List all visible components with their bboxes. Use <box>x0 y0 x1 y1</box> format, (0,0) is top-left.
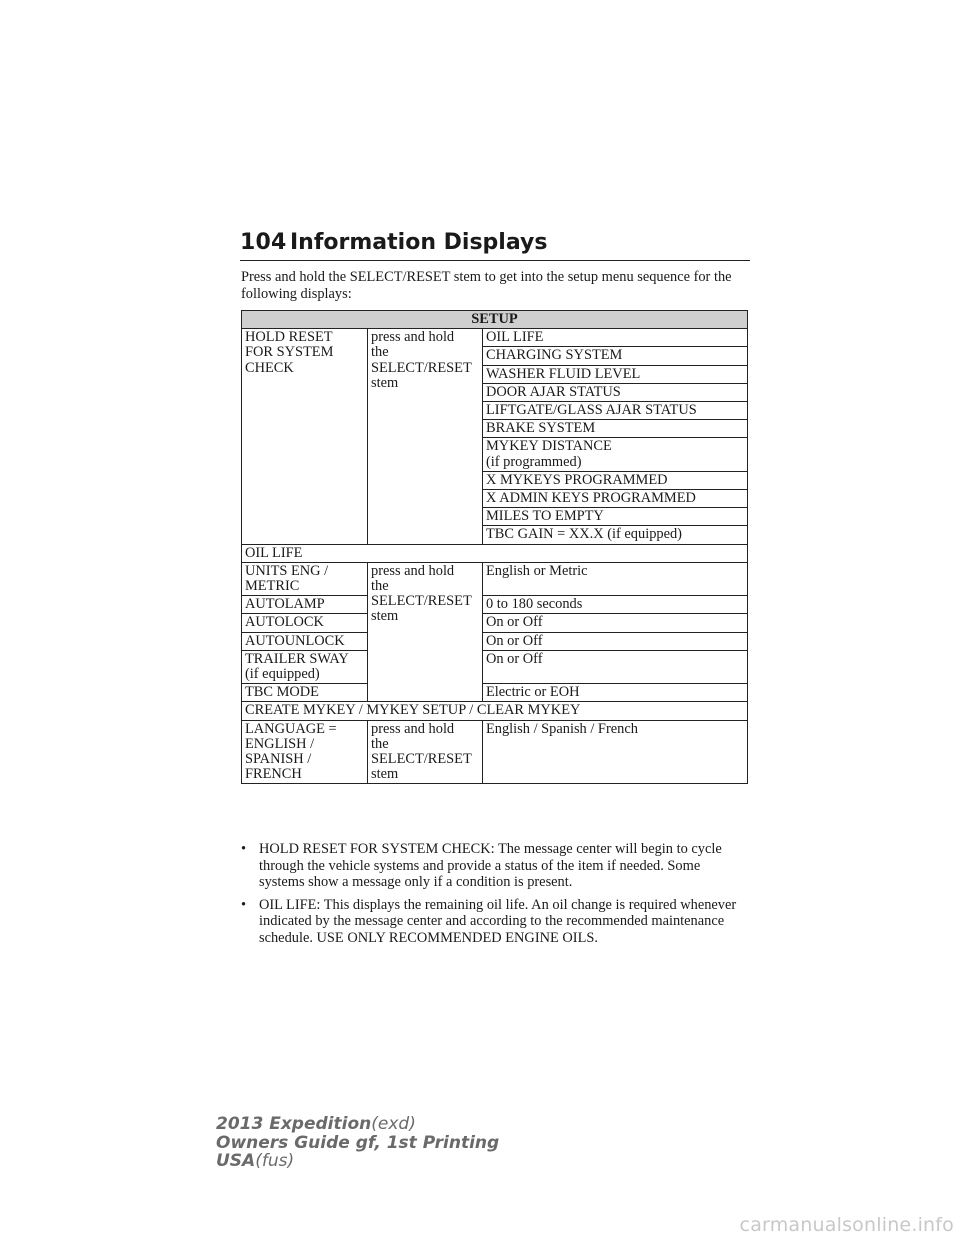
system-check-item: MYKEY DISTANCE (if programmed) <box>483 438 748 471</box>
table-row <box>242 562 748 595</box>
table-row <box>242 702 748 720</box>
setting-name: AUTOUNLOCK <box>242 632 368 650</box>
setting-name: UNITS ENG / METRIC <box>242 562 368 595</box>
table-row <box>242 720 748 784</box>
intro-paragraph: Press and hold the SELECT/RESET stem to get into the setup menu sequence for the following displays: <box>241 269 732 302</box>
system-check-item: BRAKE SYSTEM <box>483 420 748 438</box>
language-value: English / Spanish / French <box>483 720 748 784</box>
oil-life-row: OIL LIFE <box>242 544 748 562</box>
footer-line <box>216 1115 499 1134</box>
table-row <box>242 684 748 702</box>
footer-line <box>216 1152 499 1171</box>
table-header-row <box>242 311 748 329</box>
setting-value: 0 to 180 seconds <box>483 596 748 614</box>
footer-guide: Owners Guide gf, 1st Printing <box>216 1132 500 1153</box>
table-row <box>242 632 748 650</box>
bullet-item <box>241 897 749 947</box>
system-check-item: X ADMIN KEYS PROGRAMMED <box>483 490 748 508</box>
system-check-item: DOOR AJAR STATUS <box>483 383 748 401</box>
mykey-row: CREATE MYKEY / MYKEY SETUP / CLEAR MYKEY <box>242 702 748 720</box>
press-hold-instruction: press and hold the SELECT/RESET stem <box>368 562 483 702</box>
system-check-item: LIFTGATE/GLASS AJAR STATUS <box>483 402 748 420</box>
bullet-text: OIL LIFE: This displays the remaining oil life. An oil change is required whenever indicated by the message center and according to the recommended maintenance schedule. USE ONLY RECOMMENDED ENGINE OILS. <box>259 896 737 946</box>
table-row <box>242 596 748 614</box>
setting-value: On or Off <box>483 614 748 632</box>
footer-model: 2013 Expedition <box>216 1114 372 1134</box>
system-check-item: CHARGING SYSTEM <box>483 347 748 365</box>
setting-value: On or Off <box>483 632 748 650</box>
print-footer <box>216 1115 499 1171</box>
table-row <box>242 329 748 347</box>
page-number: 104 <box>240 230 287 255</box>
setting-name: AUTOLAMP <box>242 596 368 614</box>
setting-name: TRAILER SWAY (if equipped) <box>242 650 368 683</box>
setting-value: On or Off <box>483 650 748 683</box>
setup-table <box>241 310 748 784</box>
system-check-item: X MYKEYS PROGRAMMED <box>483 471 748 489</box>
table-row <box>242 650 748 683</box>
hold-reset-label: HOLD RESET FOR SYSTEM CHECK <box>242 329 368 544</box>
setup-title: SETUP <box>242 311 748 329</box>
section-title: Information Displays <box>290 230 548 255</box>
watermark: carmanualsonline.info <box>739 1214 954 1236</box>
setting-value: Electric or EOH <box>483 684 748 702</box>
bullet-list <box>241 841 749 953</box>
table-row <box>242 614 748 632</box>
setting-name: TBC MODE <box>242 684 368 702</box>
bullet-marker: • <box>241 841 247 857</box>
table-row <box>242 544 748 562</box>
bullet-text: HOLD RESET FOR SYSTEM CHECK: The message center will begin to cycle through the vehicle systems and provide a status of the item if needed. Some systems show a message only if a condition is present. <box>259 841 722 891</box>
system-check-item: OIL LIFE <box>483 329 748 347</box>
bullet-item <box>241 841 749 891</box>
footer-market-code: (fus) <box>255 1151 295 1171</box>
press-hold-instruction: press and hold the SELECT/RESET stem <box>368 720 483 784</box>
system-check-item: MILES TO EMPTY <box>483 508 748 526</box>
page-header <box>240 226 750 261</box>
setting-name: AUTOLOCK <box>242 614 368 632</box>
system-check-item: WASHER FLUID LEVEL <box>483 365 748 383</box>
press-hold-instruction: press and hold the SELECT/RESET stem <box>368 329 483 544</box>
footer-market: USA <box>216 1151 256 1171</box>
language-label: LANGUAGE = ENGLISH / SPANISH / FRENCH <box>242 720 368 784</box>
footer-line <box>216 1134 499 1153</box>
bullet-marker: • <box>241 896 247 913</box>
setting-value: English or Metric <box>483 562 748 595</box>
footer-code: (exd) <box>371 1114 416 1134</box>
system-check-item: TBC GAIN = XX.X (if equipped) <box>483 526 748 544</box>
